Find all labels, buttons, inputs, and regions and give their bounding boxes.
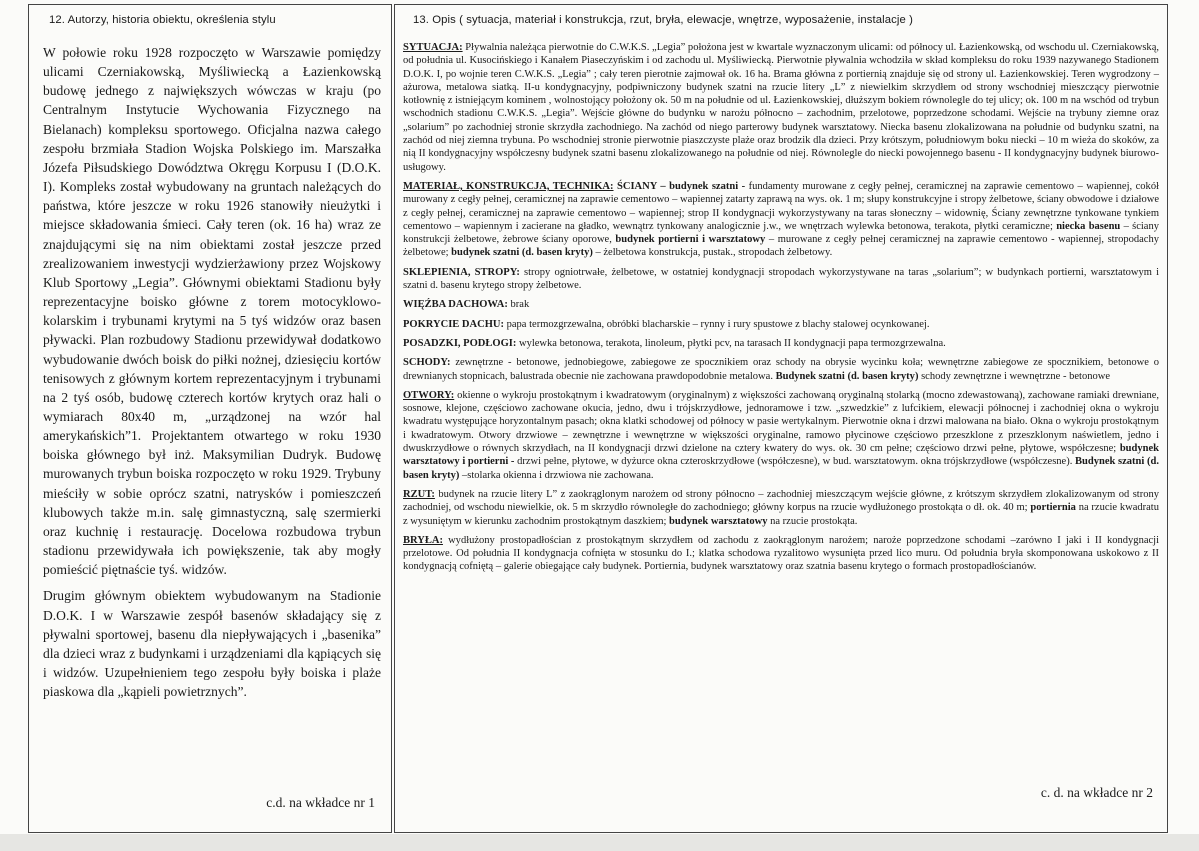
- bold-run: Budynek szatni (d. basen kryty): [772, 370, 919, 382]
- text-run: na rzucie prostokąta.: [767, 515, 858, 527]
- scan-bottom-edge: [0, 834, 1199, 851]
- text-run: wydłużony prostopadłościan z prostokątnym skrzydłem od zachodu z zaokrąglonym narożem; naroże poprzedzone schodami –zarówno I jaki i II kondygnacji przelotowe. Od południa II kondygnacja cofnięta w stosunku do I.; klatka schodowa ryzalitowo wysunięta przed lico muru. Od południa bryła skomponowana uskokowo z II kondygnacją cofniętą – galerie obiegające cały budynek. Portiernia, budynek warsztatowy oraz szatnia basenu krytego o formach prostopadłościanów.: [403, 534, 1159, 573]
- description-section: [403, 534, 1159, 574]
- text-run: – murowane z cegły pełnej ceramicznej na zaprawie cementowo - wapiennej, stropodachy żelbetowe;: [403, 234, 1159, 259]
- section-heading: POKRYCIE DACHU:: [403, 318, 504, 330]
- history-text: [43, 43, 381, 708]
- description-section: [403, 337, 1159, 350]
- section-heading: MATERIAŁ, KONSTRUKCJA, TECHNIKA:: [403, 180, 614, 192]
- description-section: [403, 180, 1159, 260]
- bold-run: Budynek szatni (d. basen kryty): [403, 456, 1159, 481]
- text-run: – żelbetowa konstrukcja, pustak., stropodach żelbetowy.: [592, 247, 833, 259]
- text-run: zewnętrzne - betonowe, jednobiegowe, zabiegowe ze spocznikiem oraz schody na obrysie wycinku koła; wewnętrzne zabiegowe ze spocznikiem, betonowe o drewnianych stopnicach, balustrada obecnie nie zachowana prawdopodobnie metalowa.: [403, 357, 1159, 382]
- text-run: wylewka betonowa, terakota, linoleum, płytki pcv, na tarasach II kondygnacji papa termozgrzewalna.: [516, 337, 946, 349]
- left-continuation-note: c.d. na wkładce nr 1: [266, 795, 375, 810]
- left-column-header: 12. Autorzy, historia obiektu, określenia stylu: [49, 14, 276, 26]
- text-run: budynek na rzucie litery L” z zaokrąglonym narożem od strony północno – zachodniej mieszczącym wejście główne, z krótszym skrzydłem zlokalizowanym od strony zachodniej, od wschodu niewielkie, ok. 5 m skrzydło równoległe do zachodniego; główny korpus na rzucie wydłużonego prostokąta o dł. ok. 40 m;: [403, 488, 1159, 514]
- section-heading: SKLEPIENIA, STROPY:: [403, 266, 520, 278]
- bold-run: budynek warsztatowy i portierni -: [403, 443, 1159, 468]
- right-column-header: 13. Opis ( sytuacja, materiał i konstrukcja, rzut, bryła, elewacje, wnętrze, wyposażenie, instalacje ): [413, 14, 913, 26]
- description-section: [403, 41, 1159, 174]
- history-paragraph-1: W połowie roku 1928 rozpoczęto w Warszawie pomiędzy ulicami Czerniakowską, Myśliwiecką a Łazienkowską budowę jednego z największych wówczas w kraju (po Centralnym Instytucie Wychowania Fizycznego na Bielanach) kompleksu sportowego. Oficjalna nazwa całego zespołu brzmiała Stadion Wojska Polskiego im. Marszałka Józefa Piłsudskiego Dowództwa Okręgu Korpusu I (D.O.K. I). Kompleks został wybudowany na gruntach należących do państwa, które jeszcze w roku 1926 stanowiły nieużytki i miejsce składowania śmieci. Cały teren (ok. 16 ha) wraz ze znajdującymi się na nim obiektami został jeszcze przed zrealizowaniem inwestycji wydzierżawiony przez Wojskowy Klub Sportowy „Legia”. Głównymi obiektami Stadionu były reprezentacyjne boisko główne z torem motocyklowo-kolarskim i trybunami krytymi na 5 tyś widzów oraz basen pływacki. Plan rozbudowy Stadionu przewidywał dodatkowo wybudowanie dwóch boisk do piłki nożnej, dziesięciu kortów tenisowych z głównym kortem reprezentacyjnym i trybunami na 2 tyś osób, budowę czterech kortów krytych oraz hali o wymiarach 80x40 m, „urządzonej na wzór hal amerykańskich”1. Projektantem otwartego w roku 1930 boiska głównego był inż. Maksymilian Dudryk. Budowę murowanych trybun boiska rozpoczęto w roku 1929. Trybuny mieściły w sobie oprócz szatni, natrysków i pomieszczeń klubowych także m.in. salę gimnastyczną, salę szermierki oraz kuchnię i restaurację. Docelowa rozbudowa trybun stadionu przewidywała ich powiększenie, tak aby mogły pomieścić piętnaście tyś. widzów.: [43, 45, 381, 578]
- section-heading: BRYŁA:: [403, 534, 443, 546]
- bold-run: niecka basenu: [1052, 220, 1121, 232]
- text-run: na rzucie kwadratu z wysuniętym w kierunku zachodnim prostokątnym daszkiem;: [403, 502, 1159, 527]
- description-section: [403, 298, 1159, 311]
- description-section: [403, 488, 1159, 528]
- text-run: fundamenty murowane z cegły pełnej, ceramicznej na zaprawie cementowo – wapiennej, cokół murowany z cegły pełnej, ceramicznej na zaprawie cementowo – wapiennej zatarty zaprawą na wys. ok. 1 m; słupy konstrukcyjne i stropy żelbetowe, ściany obwodowe i działowe z cegły pełnej, ceramicznej na zaprawie cementowo – wapiennej; strop II kondygnacji wykorzystywany na taras słoneczny – widownię, Ściany zewnętrzne tynkowane tynkiem cementowo – wapiennym i zacierane na gładko, wewnątrz tynkowany analogicznie j.w., we wnętrzach wylewka betonowa, terakota, płytki ceramiczne;: [403, 180, 1159, 232]
- text-run: schody zewnętrzne i wewnętrzne - betonowe: [918, 370, 1110, 382]
- text-run: papa termozgrzewalna, obróbki blacharskie – rynny i rury spustowe z blachy stalowej ocynkowanej.: [504, 318, 930, 330]
- text-run: Pływalnia należąca pierwotnie do C.W.K.S. „Legia” położona jest w kwartale wyznaczonym ulicami: od północy ul. Łazienkowską, od wschodu ul. Czerniakowską, od południa ul. Kusocińskiego i Kanałem Piaseczyńskim i od zachodu ul. Myśliwiecką. Pierwotnie pływalnia wchodziła w skład kompleksu do roku 1939 nazywanego Stadionem D.O.K. I, po wojnie teren C.W.K.S. „Legia” ; cały teren pierotnie zajmował ok. 16 ha. Brama główna z portiernią znajduje się od strony ul. Łazienkowskiej. Teren wygrodzony – ażurowa, metalowa siatką. II-u kondygnacyjny, podpiwniczony budynek szatni na rzucie litery „L” z niewielkim skrzydłem od strony wschodniej mieszczący pierwotnie kotłownię z istniejącym kominem , wolnostojący położony ok. 50 m na południe od ul. Łazienkowskiej, dłuższym bokiem równolegle do tej ulicy; ok. 100 m na wschód od trybun wschodnich stadionu C.W.K.S. „Legia”. Wejście główne do budynku w narożu północno – zachodnim, przelotowe, poprzedzone schodami. Wejście na trybuny ziemne oraz „solarium” po zachodniej stronie skrzydła zachodniego. Na zachód od niego parterowy budynek warsztatowy. Niecka basenu zlokalizowana na południe od budynku szatni, na zachód od niej ziemna trybuna. Po wschodniej stronie pierwotnie piaszczyste plaże oraz brodzik dla dzieci. Przy krótszym, południowym boku niecki – 10 m wieża do skoków, za nią II kondygnacyjny współczesny budynek szatni basenu zlokalizowanego na południe od niej. Równolegle do niecki powojennego basenu - II kondygnacyjny budynek biurowo-usługowy.: [403, 42, 1159, 173]
- history-paragraph-2: Drugim głównym obiektem wybudowanym na Stadionie D.O.K. I w Warszawie zespół basenów składający się z pływalni sportowej, basenu dla niepływających i „basenika” dla dzieci wraz z budynkami i urządzeniami dla kąpiących się i widzów. Uzupełnieniem tego zespołu były boiska i plaże piaskowa dla „kąpieli powietrznych”.: [43, 588, 381, 700]
- section-heading: WIĘŹBA DACHOWA:: [403, 299, 508, 311]
- text-run: drzwi pełne, płytowe, w dyżurce okna czteroskrzydłowe (współczesne), w bud. warsztatowym. okna trójskrzydłowe (współczesne).: [514, 456, 1073, 468]
- description-section: [403, 389, 1159, 482]
- text-run: –stolarka okienna i drzwiowa nie zachowana.: [459, 469, 654, 481]
- section-heading: SCHODY:: [403, 357, 451, 369]
- text-run: – ściany konstrukcji żelbetowe, żebrowe ściany oporowe,: [403, 220, 1159, 246]
- right-column: [394, 4, 1168, 833]
- bold-run: ŚCIANY – budynek szatni -: [613, 180, 746, 192]
- bold-run: budynek portierni i warsztatowy: [611, 234, 766, 246]
- bold-run: budynek warsztatowy: [666, 515, 768, 527]
- section-heading: RZUT:: [403, 488, 435, 500]
- section-heading: POSADZKI, PODŁOGI:: [403, 337, 517, 349]
- bold-run: budynek szatni (d. basen kryty): [448, 247, 593, 259]
- description-text: [403, 41, 1159, 580]
- text-run: brak: [507, 299, 530, 311]
- right-continuation-note: c. d. na wkładce nr 2: [1040, 785, 1153, 800]
- section-heading: OTWORY:: [403, 389, 455, 401]
- text-run: okienne o wykroju prostokątnym i kwadratowym (oryginalnym) z większości zachowaną oryginalną stolarką (mocno zdewastowaną), zachowane ramiaki drewniane, sosnowe, klejone, częściowo zachowane okucia, jedno, dwu i trójskrzydłowe, jednoramowe i tzw. „szwedzkie” z lufcikiem, elewacji północnej i zachodniej okna o wykroju kwadratu występujące horyzontalnym pasach; okna klatki schodowej od północy w pasie wertykalnym. Pierwotnie okna i drzwi malowana na biało. Okna o wykroju prostokątnym i kwadratowym. Otwory drzwiowe – zewnętrzne i wewnętrzne w większości oryginalne, ramowo płycinowe częściowo przeszklone z przeszklonym naświetlem, jedno i dwuskrzydłowe o równych skrzydłach, na II kondygnacji drzwi dzielone na cztery kwatery do wys. ok. 30 cm pełne; częściowo drzwi pełne, płytowe, współczesne;: [403, 389, 1159, 455]
- description-section: [403, 318, 1159, 331]
- section-heading: SYTUACJA:: [403, 42, 463, 53]
- left-column: [28, 4, 392, 833]
- bold-run: portiernia: [1027, 502, 1076, 514]
- description-section: [403, 356, 1159, 383]
- text-run: stropy ogniotrwałe, żelbetowe, w ostatniej kondygnacji stropodach wykorzystywane na taras „solarium”; w budynkach portierni, warsztatowym i szatni d. basenu krytego stropy żelbetowe.: [403, 266, 1160, 292]
- description-section: [403, 266, 1159, 293]
